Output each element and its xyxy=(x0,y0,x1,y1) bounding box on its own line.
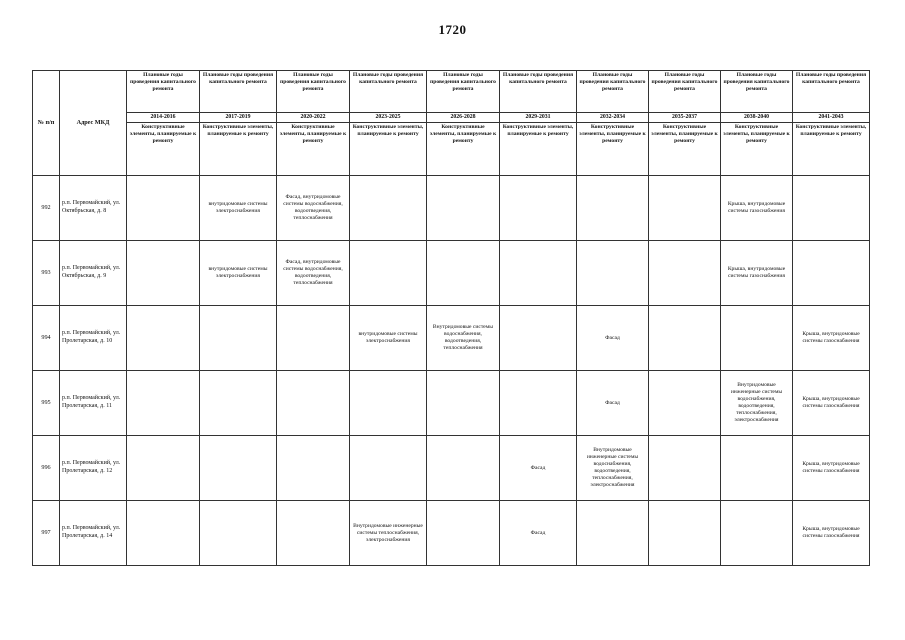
repair-cell: Фасад xyxy=(577,306,649,371)
repair-cell xyxy=(427,241,500,306)
repair-cell: Крыша, внутридомовые системы газоснабжения xyxy=(721,176,793,241)
table-row xyxy=(33,176,870,241)
header-row-title xyxy=(33,71,870,113)
repair-cell xyxy=(649,176,721,241)
repair-cell xyxy=(200,501,277,566)
row-number: 993 xyxy=(33,241,60,306)
row-address: р.п. Первомайский, ул. Пролетарская, д. 14 xyxy=(60,501,127,566)
repair-cell xyxy=(721,436,793,501)
repair-cell: Внутридомовые инженерные системы теплоснабжения, электроснабжения xyxy=(350,501,427,566)
repair-cell xyxy=(577,501,649,566)
repair-cell xyxy=(277,371,350,436)
repair-cell xyxy=(793,241,870,306)
header-elements: Конструктивные элементы, планируемые к ремонту xyxy=(793,123,870,176)
repair-cell xyxy=(277,501,350,566)
header-planned-years: Плановые годы проведения капитального ремонта xyxy=(500,71,577,113)
repair-cell xyxy=(649,241,721,306)
header-period: 2020-2022 xyxy=(277,113,350,123)
repair-cell xyxy=(350,176,427,241)
header-period: 2014-2016 xyxy=(127,113,200,123)
header-elements: Конструктивные элементы, планируемые к ремонту xyxy=(721,123,793,176)
repair-cell: Фасад xyxy=(500,436,577,501)
repair-cell xyxy=(500,241,577,306)
header-period: 2032-2034 xyxy=(577,113,649,123)
page-number: 1720 xyxy=(438,22,467,37)
header-elements: Конструктивные элементы, планируемые к ремонту xyxy=(500,123,577,176)
header-elements: Конструктивные элементы, планируемые к ремонту xyxy=(427,123,500,176)
repair-cell: Фасад, внутридомовые системы водоснабжения, водоотведения, теплоснабжения xyxy=(277,241,350,306)
header-planned-years: Плановые годы проведения капитального ремонта xyxy=(577,71,649,113)
repair-cell: Внутридомовые системы водоснабжения, водоотведения, теплоснабжения xyxy=(427,306,500,371)
row-address: р.п. Первомайский, ул. Октябрьская, д. 9 xyxy=(60,241,127,306)
header-planned-years: Плановые годы проведения капитального ремонта xyxy=(277,71,350,113)
repair-cell xyxy=(350,371,427,436)
repair-cell: внутридомовые системы электроснабжения xyxy=(200,176,277,241)
header-period: 2029-2031 xyxy=(500,113,577,123)
header-elements: Конструктивные элементы, планируемые к ремонту xyxy=(127,123,200,176)
header-planned-years: Плановые годы проведения капитального ремонта xyxy=(127,71,200,113)
repair-cell xyxy=(350,436,427,501)
repair-cell xyxy=(577,241,649,306)
repair-cell xyxy=(649,306,721,371)
header-planned-years: Плановые годы проведения капитального ремонта xyxy=(427,71,500,113)
header-period: 2026-2028 xyxy=(427,113,500,123)
table-row xyxy=(33,501,870,566)
table-body xyxy=(33,176,870,566)
repair-cell xyxy=(127,371,200,436)
header-planned-years: Плановые годы проведения капитального ремонта xyxy=(793,71,870,113)
header-elements: Конструктивные элементы, планируемые к ремонту xyxy=(577,123,649,176)
repair-cell xyxy=(277,436,350,501)
header-row-elements xyxy=(33,123,870,176)
header-num: № п/п xyxy=(33,71,60,176)
repair-cell: Крыша, внутридомовые системы газоснабжения xyxy=(721,241,793,306)
repair-cell: Крыша, внутридомовые системы газоснабжения xyxy=(793,371,870,436)
repair-cell: внутридомовые системы электроснабжения xyxy=(200,241,277,306)
table-row xyxy=(33,436,870,501)
repair-cell xyxy=(649,501,721,566)
repair-cell: Фасад, внутридомовые системы водоснабжения, водоотведения, теплоснабжения xyxy=(277,176,350,241)
row-address: р.п. Первомайский, ул. Пролетарская, д. 11 xyxy=(60,371,127,436)
repair-cell xyxy=(500,306,577,371)
header-planned-years: Плановые годы проведения капитального ремонта xyxy=(721,71,793,113)
repair-cell xyxy=(721,501,793,566)
row-number: 994 xyxy=(33,306,60,371)
repair-cell xyxy=(427,176,500,241)
row-number: 992 xyxy=(33,176,60,241)
header-row-periods xyxy=(33,113,870,123)
repair-cell xyxy=(649,436,721,501)
repair-cell xyxy=(127,501,200,566)
repair-cell: внутридомовые системы электроснабжения xyxy=(350,306,427,371)
table-row xyxy=(33,371,870,436)
repair-cell xyxy=(200,306,277,371)
table-row xyxy=(33,241,870,306)
repair-cell: Крыша, внутридомовые системы газоснабжения xyxy=(793,501,870,566)
row-number: 996 xyxy=(33,436,60,501)
table-row xyxy=(33,306,870,371)
header-period: 2041-2043 xyxy=(793,113,870,123)
row-address: р.п. Первомайский, ул. Октябрьская, д. 8 xyxy=(60,176,127,241)
repair-cell xyxy=(649,371,721,436)
repair-cell xyxy=(500,371,577,436)
repair-cell: Фасад xyxy=(577,371,649,436)
row-number: 995 xyxy=(33,371,60,436)
repair-schedule-table xyxy=(32,70,870,566)
repair-cell xyxy=(427,436,500,501)
header-period: 2035-2037 xyxy=(649,113,721,123)
repair-cell xyxy=(500,176,577,241)
repair-cell xyxy=(127,241,200,306)
header-address: Адрес МКД xyxy=(60,71,127,176)
header-planned-years: Плановые годы проведения капитального ремонта xyxy=(649,71,721,113)
header-period: 2038-2040 xyxy=(721,113,793,123)
repair-cell: Крыша, внутридомовые системы газоснабжения xyxy=(793,306,870,371)
repair-cell xyxy=(427,371,500,436)
row-address: р.п. Первомайский, ул. Пролетарская, д. 12 xyxy=(60,436,127,501)
header-planned-years: Плановые годы проведения капитального ремонта xyxy=(350,71,427,113)
repair-cell xyxy=(200,371,277,436)
repair-cell xyxy=(721,306,793,371)
header-elements: Конструктивные элементы, планируемые к ремонту xyxy=(350,123,427,176)
row-number: 997 xyxy=(33,501,60,566)
repair-cell xyxy=(577,176,649,241)
repair-cell xyxy=(127,436,200,501)
header-period: 2017-2019 xyxy=(200,113,277,123)
repair-cell xyxy=(793,176,870,241)
repair-cell: Фасад xyxy=(500,501,577,566)
repair-cell: Внутридомовые инженерные системы водоснабжения, водоотведения, теплоснабжения, электроснабжения xyxy=(721,371,793,436)
repair-cell xyxy=(350,241,427,306)
header-elements: Конструктивные элементы, планируемые к ремонту xyxy=(649,123,721,176)
repair-cell: Крыша, внутридомовые системы газоснабжения xyxy=(793,436,870,501)
header-elements: Конструктивные элементы, планируемые к ремонту xyxy=(277,123,350,176)
repair-cell xyxy=(127,306,200,371)
repair-cell xyxy=(427,501,500,566)
repair-cell: Внутридомовые инженерные системы водоснабжения, водоотведения, теплоснабжения, электроснабжения xyxy=(577,436,649,501)
repair-cell xyxy=(127,176,200,241)
row-address: р.п. Первомайский, ул. Пролетарская, д. 10 xyxy=(60,306,127,371)
repair-cell xyxy=(277,306,350,371)
header-planned-years: Плановые годы проведения капитального ремонта xyxy=(200,71,277,113)
header-period: 2023-2025 xyxy=(350,113,427,123)
repair-cell xyxy=(200,436,277,501)
header-elements: Конструктивные элементы, планируемые к ремонту xyxy=(200,123,277,176)
